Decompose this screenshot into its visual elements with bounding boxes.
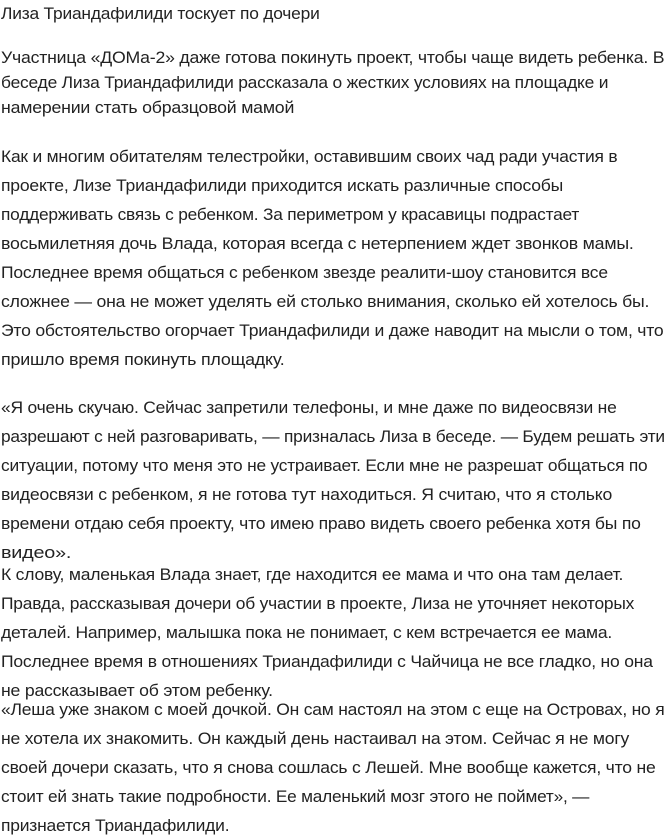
paragraph-line: Как и многим обитателям телестройки, оставившим своих чад ради участия в (1, 147, 618, 166)
paragraph-line: ситуации, потому что меня это не устраивает. Если мне не разрешат общаться по (1, 456, 648, 475)
lead-line: Участница «ДОМа-2» даже готова покинуть проект, чтобы чаще видеть ребенка. В (1, 48, 665, 67)
paragraph-line: не хотела их знакомить. Он каждый день настаивал на этом. Сейчас я не могу (1, 729, 630, 748)
lead-line: намерении стать образцовой мамой (1, 98, 295, 117)
paragraph-line: деталей. Например, малышка пока не понимает, с кем встречается ее мама. (1, 623, 613, 642)
paragraph-line: Последнее время общаться с ребенком звезде реалити-шоу становится все (1, 263, 608, 282)
paragraph-line: своей дочери сказать, что я снова сошлась с Лешей. Мне вообще кажется, что не (1, 758, 656, 777)
paragraph-line: не рассказывает об этом ребенку. (1, 681, 273, 700)
paragraph-line: видеосвязи с ребенком, я не готова тут находиться. Я считаю, что я столько (1, 485, 613, 504)
paragraph-line: Правда, рассказывая дочери об участии в проекте, Лиза не уточняет некоторых (1, 594, 635, 613)
paragraph-line: поддерживать связь с ребенком. За периметром у красавицы подрастает (1, 205, 580, 224)
paragraph-line: разрешают с ней разговаривать, — призналась Лиза в беседе. — Будем решать эти (1, 427, 665, 446)
paragraph-line: признается Триандафилиди. (1, 816, 230, 835)
paragraph-line: проекте, Лизе Триандафилиди приходится искать различные способы (1, 176, 564, 195)
paragraph-line: видео». (1, 543, 72, 562)
paragraph-line: времени отдаю себя проекту, что имею право видеть своего ребенка хотя бы по (1, 514, 641, 533)
paragraph-line: Это обстоятельство огорчает Триандафилиди и даже наводит на мысли о том, что (1, 321, 664, 340)
paragraph-line: «Леша уже знаком с моей дочкой. Он сам настоял на этом с еще на Островах, но я (1, 700, 665, 719)
paragraph-line: стоит ей знать такие подробности. Ее маленький мозг этого не поймет», — (1, 787, 590, 806)
paragraph-line: Последнее время в отношениях Триандафилиди с Чайчица не все гладко, но она (1, 652, 653, 671)
paragraph-line: К слову, маленькая Влада знает, где находится ее мама и что она там делает. (1, 565, 624, 584)
paragraph-line: сложнее — она не может уделять ей столько внимания, сколько ей хотелось бы. (1, 292, 650, 311)
paragraph-line: «Я очень скучаю. Сейчас запретили телефоны, и мне даже по видеосвязи не (1, 398, 617, 417)
article-title: Лиза Триандафилиди тоскует по дочери (1, 4, 320, 23)
lead-line: беседе Лиза Триандафилиди рассказала о жестких условиях на площадке и (1, 73, 609, 92)
paragraph-line: пришло время покинуть площадку. (1, 350, 285, 369)
paragraph-line: восьмилетняя дочь Влада, которая всегда с нетерпением ждет звонков мамы. (1, 234, 634, 253)
